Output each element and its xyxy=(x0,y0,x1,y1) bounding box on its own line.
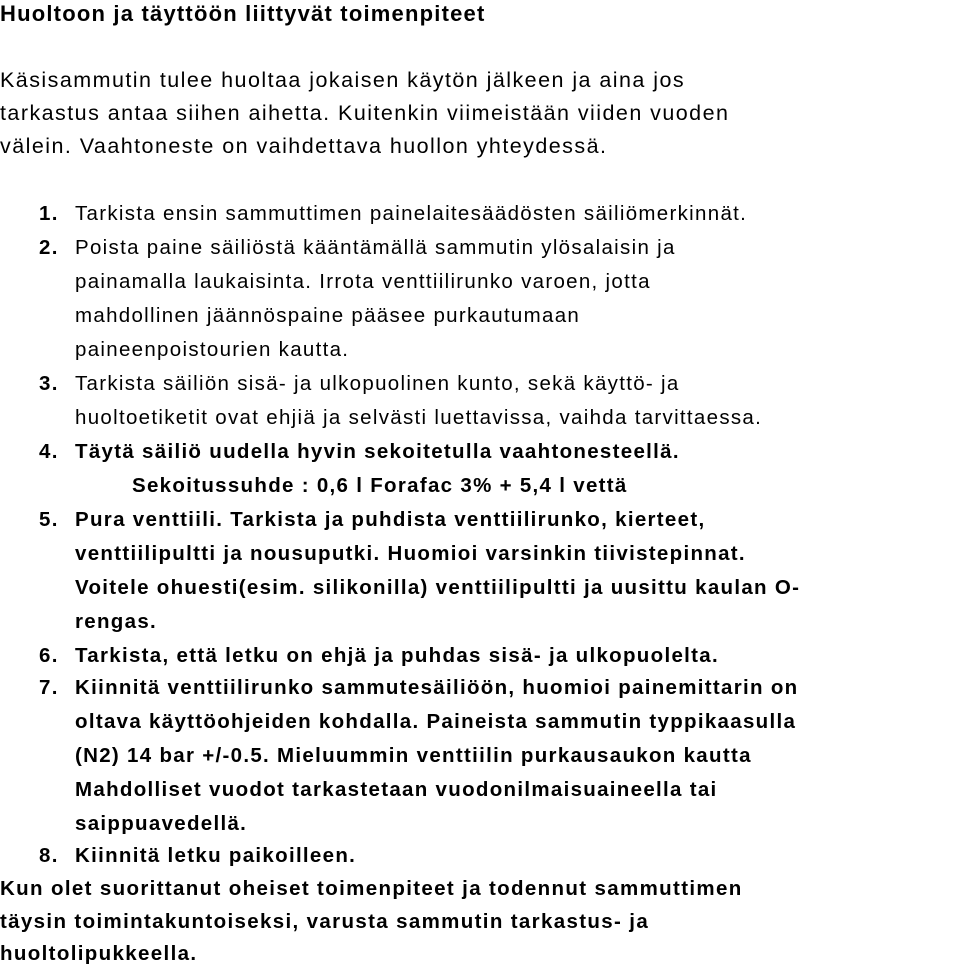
step-line: Täytä säiliö uudella hyvin sekoitetulla vaahtonesteellä. xyxy=(75,440,680,463)
step-line: Voitele ohuesti(esim. silikonilla) venttiilipultti ja uusittu kaulan O- xyxy=(75,576,801,599)
step-line: Pura venttiili. Tarkista ja puhdista venttiilirunko, kierteet, xyxy=(75,508,706,531)
step-number: 5. xyxy=(39,508,59,531)
step-line: (N2) 14 bar +/-0.5. Mieluummin venttiilin purkausaukon kautta xyxy=(75,744,752,767)
step-text xyxy=(75,671,960,841)
intro-line: välein. Vaahtoneste on vaihdettava huollon yhteydessä. xyxy=(0,134,608,158)
intro-line: Käsisammutin tulee huoltaa jokaisen käytön jälkeen ja aina jos xyxy=(0,68,686,92)
step-line: Mahdolliset vuodot tarkastetaan vuodonilmaisuaineella tai xyxy=(75,778,718,801)
step-line: oltava käyttöohjeiden kohdalla. Paineista sammutin typpikaasulla xyxy=(75,710,797,733)
closing-line: Kun olet suorittanut oheiset toimenpiteet ja todennut sammuttimen xyxy=(0,877,743,900)
step-number: 8. xyxy=(39,844,59,867)
step-line: Tarkista säiliön sisä- ja ulkopuolinen kunto, sekä käyttö- ja xyxy=(75,372,680,395)
step-number: 6. xyxy=(39,644,59,667)
step-text xyxy=(75,231,960,367)
intro-paragraph xyxy=(0,64,930,163)
mixing-ratio: Sekoitussuhde : 0,6 l Forafac 3% + 5,4 l vettä xyxy=(132,474,628,497)
step-text xyxy=(75,839,960,873)
step-line: Kiinnitä letku paikoilleen. xyxy=(75,844,357,867)
step-number: 1. xyxy=(39,202,59,225)
step-number: 3. xyxy=(39,372,59,395)
step-line: mahdollinen jäännöspaine pääsee purkautumaan xyxy=(75,304,581,327)
document-title: Huoltoon ja täyttöön liittyvät toimenpiteet xyxy=(0,1,486,26)
step-number: 2. xyxy=(39,236,59,259)
step-line: paineenpoistourien kautta. xyxy=(75,338,350,361)
step-text xyxy=(75,435,960,469)
step-text xyxy=(75,367,960,435)
closing-paragraph xyxy=(0,873,743,971)
step-line: Kiinnitä venttiilirunko sammutesäiliöön, huomioi painemittarin on xyxy=(75,676,799,699)
step-line: Tarkista, että letku on ehjä ja puhdas sisä- ja ulkopuolelta. xyxy=(75,644,719,667)
step-number: 4. xyxy=(39,440,59,463)
closing-line: huoltolipukkeella. xyxy=(0,942,198,965)
step-line: saippuavedellä. xyxy=(75,812,248,835)
step-line: Tarkista ensin sammuttimen painelaitesäädösten säiliömerkinnät. xyxy=(75,202,748,225)
step-line: Poista paine säiliöstä kääntämällä sammutin ylösalaisin ja xyxy=(75,236,676,259)
step-line: painamalla laukaisinta. Irrota venttiilirunko varoen, jotta xyxy=(75,270,651,293)
closing-line: täysin toimintakuntoiseksi, varusta sammutin tarkastus- ja xyxy=(0,909,650,933)
intro-line: tarkastus antaa siihen aihetta. Kuitenkin viimeistään viiden vuoden xyxy=(0,101,730,125)
step-line: venttiilipultti ja nousuputki. Huomioi varsinkin tiivistepinnat. xyxy=(75,542,746,565)
step-number: 7. xyxy=(39,676,59,699)
step-line: huoltoetiketit ovat ehjiä ja selvästi luettavissa, vaihda tarvittaessa. xyxy=(75,406,763,429)
step-text xyxy=(75,197,960,231)
step-text xyxy=(75,503,960,639)
step-line: rengas. xyxy=(75,610,158,633)
step-text xyxy=(75,639,960,673)
